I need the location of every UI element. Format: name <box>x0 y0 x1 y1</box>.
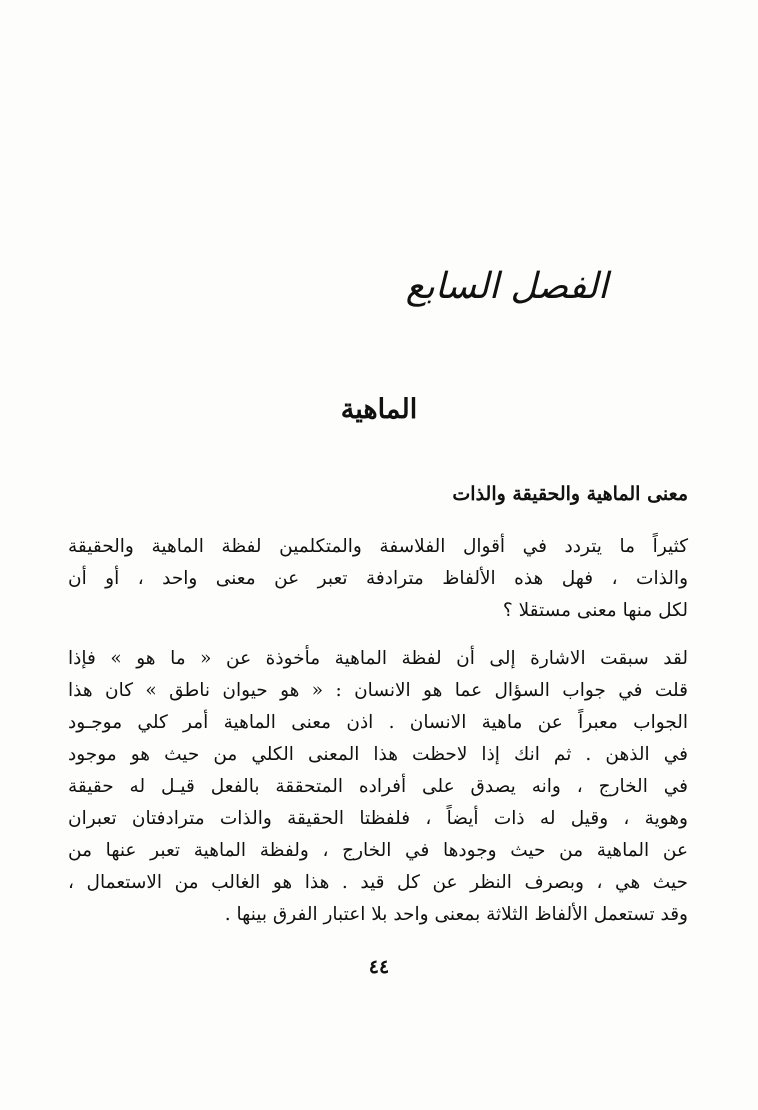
paragraph-line: الجواب معبراً عن ماهية الانسان . اذن معنى الماهية أمر كلي موجـود <box>68 712 688 733</box>
paragraph-line: حيث هي ، وبصرف النظر عن كل قيد . هذا هو الغالب من الاستعمال ، <box>68 872 688 893</box>
paragraph-2 <box>68 643 688 931</box>
paragraph-line: قلت في جواب السؤال عما هو الانسان : « هو حيوان ناطق » كان هذا <box>68 680 688 701</box>
subheading: معنى الماهية والحقيقة والذات <box>452 483 688 505</box>
chapter-title: الفصل السابع <box>405 266 608 307</box>
paragraph-line: والذات ، فهل هذه الألفاظ مترادفة تعبر عن معنى واحد ، أو أن <box>68 568 688 589</box>
paragraph-line: كثيراً ما يتردد في أقوال الفلاسفة والمتكلمين لفظة الماهية والحقيقة <box>68 536 688 557</box>
paragraph-line: في الخارج ، وانه يصدق على أفراده المتحققة بالفعل قيـل له حقيقة <box>68 776 688 797</box>
paragraph-1 <box>68 531 688 627</box>
page-number: ٤٤ <box>368 956 390 978</box>
paragraph-line: لقد سبقت الاشارة إلى أن لفظة الماهية مأخوذة عن « ما هو » فإذا <box>68 648 688 669</box>
paragraph-line: في الذهن . ثم انك إذا لاحظت هذا المعنى الكلي من حيث هو موجود <box>68 744 688 765</box>
section-title: الماهية <box>340 394 418 425</box>
paragraph-line: لكل منها معنى مستقلا ؟ <box>502 600 688 621</box>
paragraph-line: وهوية ، وقيل له ذات أيضاً ، فلفظتا الحقيقة والذات مترادفتان تعبران <box>68 808 688 829</box>
paragraph-line: وقد تستعمل الألفاظ الثلاثة بمعنى واحد بلا اعتبار الفرق بينها . <box>224 904 688 925</box>
paragraph-line: عن الماهية من حيث وجودها في الخارج ، ولفظة الماهية تعبر عنها من <box>68 840 688 861</box>
